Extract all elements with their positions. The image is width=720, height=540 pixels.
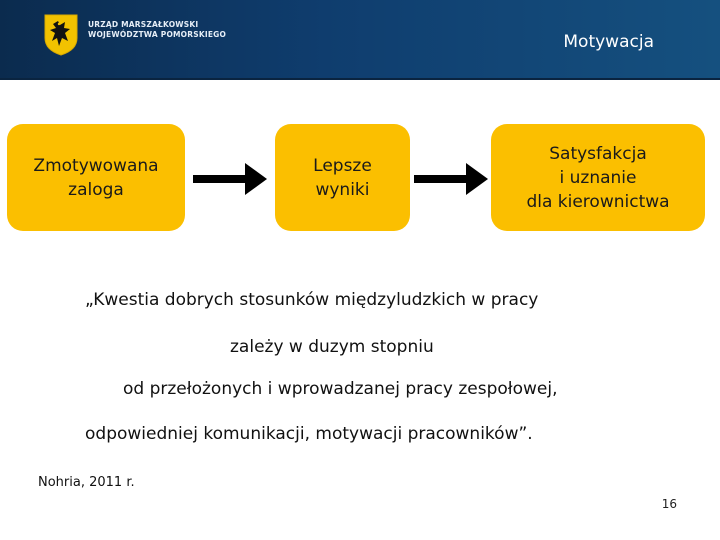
flow-box-satisfaction: [491, 124, 705, 231]
quote-line: odpowiedniej komunikacji, motywacji pracowników”.: [85, 424, 533, 444]
flow-box-better-results: [275, 124, 410, 231]
quote-line: zależy w duzym stopniu: [230, 337, 434, 357]
flow-box-label: Lepsze wyniki: [313, 155, 372, 200]
organization-name-line1: URZĄD MARSZAŁKOWSKI: [88, 20, 199, 29]
arrow-right-icon: [193, 160, 267, 198]
slide-title: Motywacja: [563, 32, 654, 52]
page-number: 16: [661, 497, 677, 511]
quote-line: „Kwestia dobrych stosunków międzyludzkich w pracy: [85, 290, 539, 310]
griffin-crest-icon: [44, 14, 78, 56]
organization-name: [88, 20, 226, 40]
citation: Nohria, 2011 r.: [38, 475, 135, 490]
arrow-right-icon: [414, 160, 488, 198]
flow-box-label: Zmotywowana zaloga: [33, 155, 159, 200]
flow-box-label: Satysfakcja i uznanie dla kierownictwa: [526, 143, 670, 212]
slide-header: [0, 0, 720, 80]
flow-box-motivated-crew: [7, 124, 185, 231]
quote-line: od przełożonych i wprowadzanej pracy zespołowej,: [123, 379, 558, 399]
organization-name-line2: WOJEWÓDZTWA POMORSKIEGO: [88, 30, 227, 39]
